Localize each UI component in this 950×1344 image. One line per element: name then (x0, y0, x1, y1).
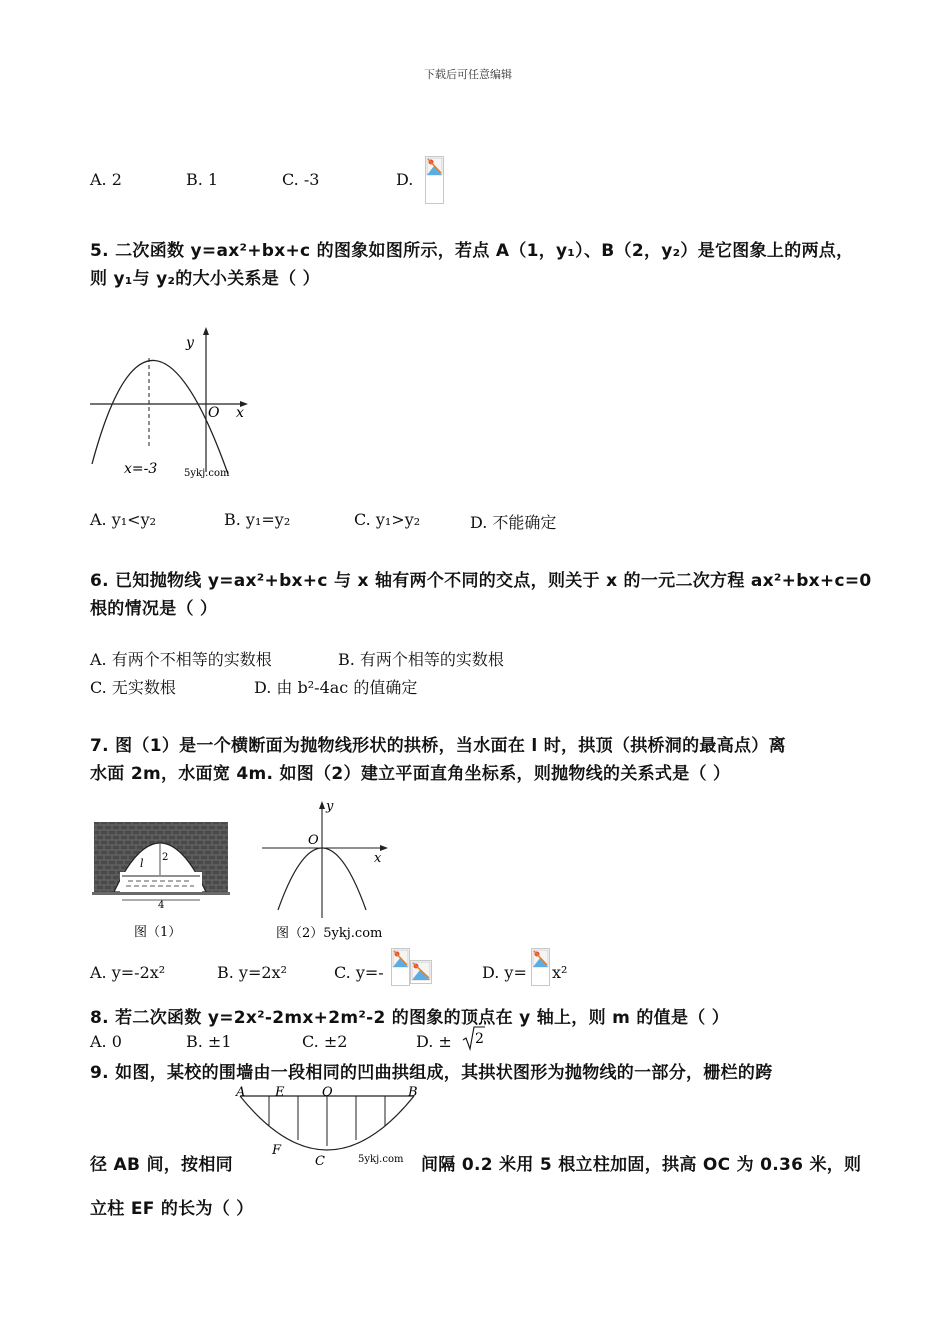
q9-stem-line2-start: 径 AB 间，按相同 (90, 1155, 233, 1175)
broken-image-icon (531, 948, 550, 986)
watermark: 5ykj.com (184, 468, 230, 479)
watermark: 5ykj.com (358, 1154, 404, 1165)
q5-stem-line2: 则 y₁与 y₂的大小关系是（ ） (90, 269, 320, 289)
q7-option-b: B. y=2x² (217, 963, 287, 982)
q8-option-d: D. ± (416, 1032, 452, 1051)
q7-option-c: C. y=- (334, 963, 384, 982)
fig1-caption: 图（1） (134, 925, 182, 940)
height-label: 2 (162, 852, 169, 863)
width-label: 4 (158, 900, 165, 911)
x-axis-label: x (374, 851, 382, 866)
q7-option-d-suffix: x² (552, 963, 568, 982)
q7-option-a: A. y=-2x² (90, 963, 166, 982)
q6-option-c: C. 无实数根 (90, 678, 176, 697)
q5-option-a: A. y₁<y₂ (90, 510, 157, 529)
q7-stem-line1: 7. 图（1）是一个横断面为抛物线形状的拱桥，当水面在 l 时，拱顶（拱桥洞的最高点）离 (90, 736, 786, 756)
q5-stem-line1: 5. 二次函数 y=ax²+bx+c 的图象如图所示，若点 A（1，y₁）、B（2，y₂）是它图象上的两点， (90, 241, 854, 261)
water-area (120, 872, 202, 892)
label-o: O (322, 1085, 333, 1100)
symmetry-axis-label: x=-3 (124, 461, 158, 477)
q7-bridge-figure (92, 820, 232, 945)
label-b: B (408, 1085, 418, 1100)
q4-option-a: A. 2 (90, 170, 122, 189)
broken-image-icon (410, 960, 432, 984)
wall-base (92, 892, 230, 895)
q9-stem-line1: 9. 如图，某校的围墙由一段相同的凹曲拱组成，其拱状图形为抛物线的一部分，栅栏的跨 (90, 1063, 773, 1083)
broken-image-icon (391, 948, 410, 986)
q7-stem-line2: 水面 2m，水面宽 4m. 如图（2）建立平面直角坐标系，则抛物线的关系式是（ ） (90, 764, 731, 784)
q6-option-d: D. 由 b²-4ac 的值确定 (254, 678, 418, 697)
q6-stem-line1: 6. 已知抛物线 y=ax²+bx+c 与 x 轴有两个不同的交点，则关于 x 的一元二次方程 ax²+bx+c=0 (90, 571, 872, 591)
q6-option-b: B. 有两个相等的实数根 (338, 650, 504, 669)
q5-parabola-figure (86, 322, 256, 482)
label-e: E (275, 1085, 285, 1100)
q9-stem-line2-end: 间隔 0.2 米用 5 根立柱加固，拱高 OC 为 0.36 米，则 (421, 1155, 862, 1175)
q4-option-b: B. 1 (186, 170, 219, 189)
q5-option-d: D. 不能确定 (470, 513, 557, 532)
label-c: C (315, 1154, 325, 1169)
q7-coordinate-figure (256, 798, 406, 946)
page-header-note: 下载后可任意编辑 (424, 68, 512, 81)
q8-option-c: C. ±2 (302, 1032, 348, 1051)
y-axis-arrow-icon (203, 327, 209, 335)
q8-option-a: A. 0 (90, 1032, 122, 1051)
q6-option-a: A. 有两个不相等的实数根 (90, 650, 272, 669)
origin-label: O (308, 833, 319, 848)
q8-stem: 8. 若二次函数 y=2x²-2mx+2m²-2 的图象的顶点在 y 轴上，则 m 的值是（ ） (90, 1008, 730, 1028)
water-level-label: l (140, 857, 144, 870)
q4-option-c: C. -3 (282, 170, 320, 189)
q5-option-b: B. y₁=y₂ (224, 510, 291, 529)
y-axis-label: y (186, 335, 194, 351)
y-axis-arrow-icon (319, 801, 325, 809)
x-axis-label: x (236, 405, 244, 421)
sqrt-radicand: 2 (475, 1031, 484, 1047)
fig2-caption: 图（2）5ykj.com (276, 926, 383, 941)
q8-option-b: B. ±1 (186, 1032, 232, 1051)
y-axis-label: y (326, 799, 334, 814)
q5-option-c: C. y₁>y₂ (354, 510, 421, 529)
q7-option-d: D. y= (482, 963, 527, 982)
broken-image-icon (425, 156, 444, 204)
q6-stem-line2: 根的情况是（ ） (90, 599, 218, 619)
q9-stem-line3: 立柱 EF 的长为（ ） (90, 1199, 254, 1219)
q9-fence-figure (232, 1084, 424, 1174)
q4-option-d: D. (396, 170, 414, 189)
label-f: F (272, 1143, 282, 1158)
origin-label: O (208, 405, 220, 421)
label-a: A (236, 1085, 246, 1100)
sqrt-icon (462, 1025, 486, 1051)
